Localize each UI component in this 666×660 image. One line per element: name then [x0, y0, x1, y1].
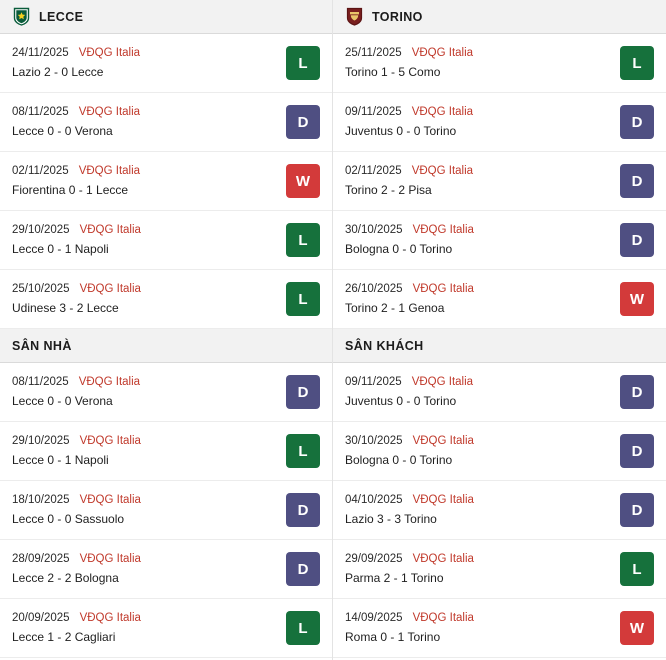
match-competition: VĐQG Italia	[411, 165, 474, 177]
match-meta	[345, 612, 610, 624]
match-row[interactable]	[0, 481, 332, 540]
match-date: 24/11/2025	[12, 47, 69, 59]
result-badge: L	[286, 282, 320, 316]
match-meta	[12, 165, 276, 177]
match-meta	[12, 283, 276, 295]
match-date: 08/11/2025	[12, 106, 69, 118]
result-badge: L	[620, 46, 654, 80]
match-info	[345, 435, 610, 467]
match-teams: Lazio 2 - 0 Lecce	[12, 65, 104, 79]
match-row[interactable]	[0, 93, 332, 152]
match-meta	[345, 376, 610, 388]
match-row[interactable]	[0, 540, 332, 599]
match-row[interactable]	[333, 422, 666, 481]
match-date: 29/10/2025	[12, 435, 70, 447]
lecce-crest-icon	[12, 7, 31, 26]
match-meta	[12, 553, 276, 565]
match-teams: Bologna 0 - 0 Torino	[345, 453, 453, 467]
right-away-subheader	[333, 329, 666, 363]
result-badge: D	[620, 164, 654, 198]
left-home-subheader	[0, 329, 332, 363]
result-badge: L	[286, 46, 320, 80]
match-date: 30/10/2025	[345, 224, 403, 236]
match-teams: Lecce 0 - 0 Verona	[12, 394, 113, 408]
match-row[interactable]	[333, 540, 666, 599]
match-info	[12, 376, 276, 408]
match-row[interactable]	[333, 211, 666, 270]
match-meta	[345, 106, 610, 118]
match-row[interactable]	[0, 34, 332, 93]
match-competition: VĐQG Italia	[78, 47, 141, 59]
match-teams: Lecce 0 - 1 Napoli	[12, 242, 109, 256]
match-teams: Lecce 0 - 0 Verona	[12, 124, 113, 138]
match-date: 02/11/2025	[12, 165, 69, 177]
match-meta	[345, 435, 610, 447]
match-competition: VĐQG Italia	[79, 224, 141, 236]
match-info	[12, 47, 276, 79]
match-date: 30/10/2025	[345, 435, 403, 447]
match-date: 02/11/2025	[345, 165, 402, 177]
result-badge: D	[286, 105, 320, 139]
match-meta	[12, 224, 276, 236]
match-row[interactable]	[0, 363, 332, 422]
right-team-name: TORINO	[372, 9, 423, 24]
match-competition: VĐQG Italia	[78, 106, 141, 118]
match-date: 20/09/2025	[12, 612, 70, 624]
result-badge: D	[620, 105, 654, 139]
match-date: 29/09/2025	[345, 553, 403, 565]
match-meta	[345, 224, 610, 236]
match-row[interactable]	[0, 422, 332, 481]
match-date: 25/11/2025	[345, 47, 402, 59]
match-competition: VĐQG Italia	[79, 612, 141, 624]
left-team-header	[0, 0, 332, 34]
match-meta	[12, 47, 276, 59]
match-info	[12, 165, 276, 197]
result-badge: W	[286, 164, 320, 198]
match-teams: Torino 1 - 5 Como	[345, 65, 441, 79]
match-row[interactable]	[333, 363, 666, 422]
result-badge: L	[620, 552, 654, 586]
result-badge: D	[620, 434, 654, 468]
match-row[interactable]	[333, 34, 666, 93]
match-competition: VĐQG Italia	[412, 224, 474, 236]
match-info	[12, 494, 276, 526]
match-competition: VĐQG Italia	[79, 435, 141, 447]
match-row[interactable]	[333, 93, 666, 152]
match-teams: Roma 0 - 1 Torino	[345, 630, 441, 644]
match-competition: VĐQG Italia	[411, 376, 474, 388]
match-teams: Udinese 3 - 2 Lecce	[12, 301, 119, 315]
result-badge: L	[286, 223, 320, 257]
match-teams: Lecce 0 - 0 Sassuolo	[12, 512, 125, 526]
left-team-name: LECCE	[39, 9, 84, 24]
match-meta	[345, 47, 610, 59]
match-row[interactable]	[0, 599, 332, 658]
match-date: 09/11/2025	[345, 376, 402, 388]
result-badge: D	[286, 375, 320, 409]
match-competition: VĐQG Italia	[412, 494, 474, 506]
match-info	[12, 435, 276, 467]
match-teams: Torino 2 - 1 Genoa	[345, 301, 445, 315]
result-badge: D	[620, 375, 654, 409]
match-row[interactable]	[333, 599, 666, 658]
match-meta	[345, 553, 610, 565]
match-row[interactable]	[0, 211, 332, 270]
match-teams: Bologna 0 - 0 Torino	[345, 242, 453, 256]
match-teams: Lecce 0 - 1 Napoli	[12, 453, 109, 467]
match-competition: VĐQG Italia	[412, 283, 474, 295]
match-row[interactable]	[333, 152, 666, 211]
match-date: 29/10/2025	[12, 224, 70, 236]
match-info	[345, 612, 610, 644]
match-meta	[345, 283, 610, 295]
torino-crest-icon	[345, 7, 364, 26]
match-info	[12, 553, 276, 585]
match-info	[12, 106, 276, 138]
match-meta	[345, 165, 610, 177]
match-competition: VĐQG Italia	[79, 283, 141, 295]
match-date: 08/11/2025	[12, 376, 69, 388]
match-meta	[345, 494, 610, 506]
match-info	[345, 106, 610, 138]
match-teams: Lecce 1 - 2 Cagliari	[12, 630, 116, 644]
match-row[interactable]	[0, 270, 332, 329]
match-info	[345, 376, 610, 408]
match-competition: VĐQG Italia	[79, 553, 141, 565]
match-meta	[12, 106, 276, 118]
match-teams: Torino 2 - 2 Pisa	[345, 183, 432, 197]
right-team-column	[333, 0, 666, 660]
match-date: 18/10/2025	[12, 494, 70, 506]
right-team-header	[333, 0, 666, 34]
match-info	[345, 553, 610, 585]
match-info	[345, 47, 610, 79]
match-info	[12, 612, 276, 644]
match-teams: Juventus 0 - 0 Torino	[345, 394, 457, 408]
match-competition: VĐQG Italia	[412, 435, 474, 447]
match-meta	[12, 376, 276, 388]
match-meta	[12, 435, 276, 447]
match-row[interactable]	[333, 270, 666, 329]
result-badge: L	[286, 611, 320, 645]
result-badge: D	[620, 493, 654, 527]
match-competition: VĐQG Italia	[79, 494, 141, 506]
left-home-label: SÂN NHÀ	[12, 338, 72, 353]
match-competition: VĐQG Italia	[412, 612, 474, 624]
match-row[interactable]	[0, 152, 332, 211]
match-competition: VĐQG Italia	[78, 165, 141, 177]
result-badge: D	[286, 493, 320, 527]
match-teams: Parma 2 - 1 Torino	[345, 571, 444, 585]
match-teams: Fiorentina 0 - 1 Lecce	[12, 183, 129, 197]
match-date: 25/10/2025	[12, 283, 70, 295]
match-teams: Lecce 2 - 2 Bologna	[12, 571, 119, 585]
result-badge: L	[286, 434, 320, 468]
match-meta	[12, 494, 276, 506]
match-info	[345, 494, 610, 526]
match-date: 04/10/2025	[345, 494, 403, 506]
match-row[interactable]	[333, 481, 666, 540]
result-badge: D	[286, 552, 320, 586]
match-info	[345, 165, 610, 197]
match-date: 28/09/2025	[12, 553, 70, 565]
match-date: 14/09/2025	[345, 612, 403, 624]
result-badge: D	[620, 223, 654, 257]
result-badge: W	[620, 611, 654, 645]
match-competition: VĐQG Italia	[412, 553, 474, 565]
match-date: 26/10/2025	[345, 283, 403, 295]
match-info	[12, 224, 276, 256]
right-away-label: SÂN KHÁCH	[345, 338, 424, 353]
match-info	[345, 283, 610, 315]
match-competition: VĐQG Italia	[411, 106, 474, 118]
match-teams: Lazio 3 - 3 Torino	[345, 512, 437, 526]
match-info	[12, 283, 276, 315]
match-meta	[12, 612, 276, 624]
match-info	[345, 224, 610, 256]
match-date: 09/11/2025	[345, 106, 402, 118]
match-teams: Juventus 0 - 0 Torino	[345, 124, 457, 138]
result-badge: W	[620, 282, 654, 316]
match-competition: VĐQG Italia	[411, 47, 474, 59]
match-competition: VĐQG Italia	[78, 376, 141, 388]
